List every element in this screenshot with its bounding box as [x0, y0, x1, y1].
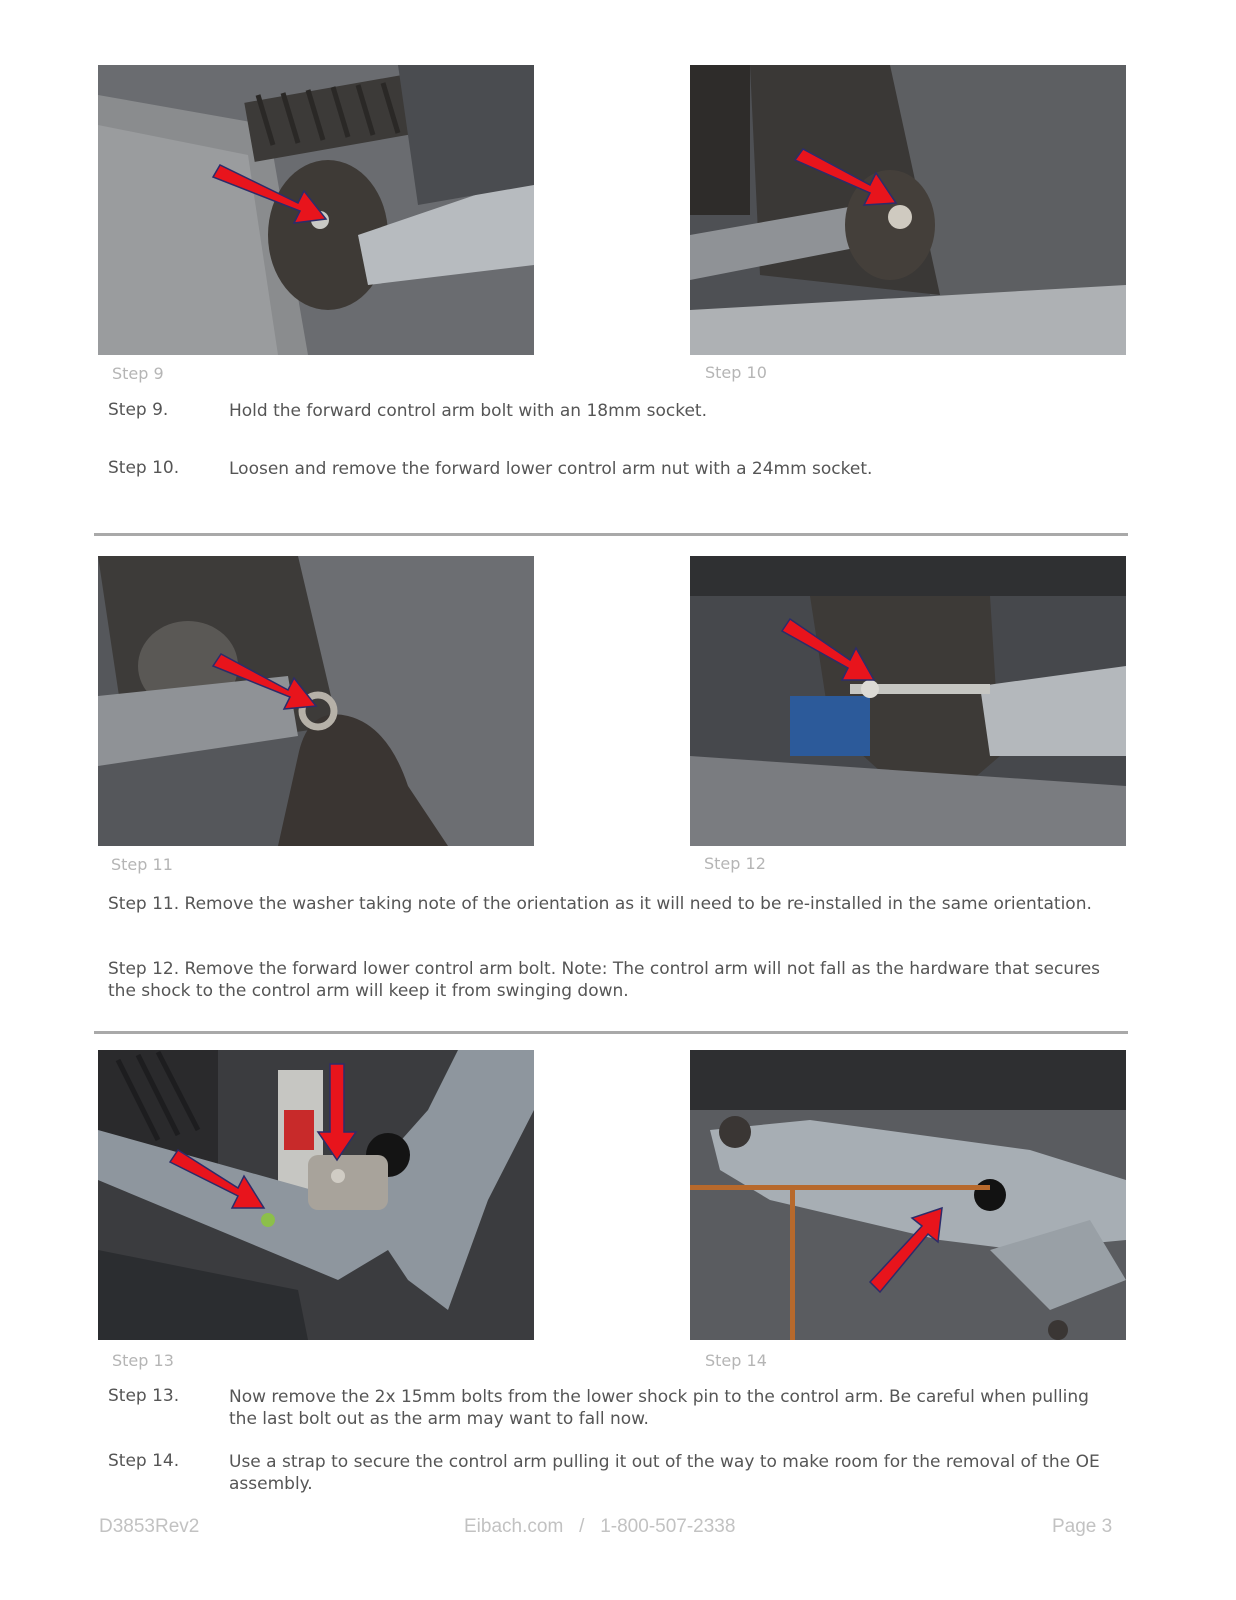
step-10-photo — [690, 65, 1126, 355]
step-9-photo — [98, 65, 534, 355]
step-13-photo — [98, 1050, 534, 1340]
step-9-caption: Step 9 — [112, 364, 164, 383]
step-12-photo — [690, 556, 1126, 846]
step-9-text: Hold the forward control arm bolt with an 18mm socket. — [229, 401, 707, 421]
step-10-label: Step 10. — [108, 458, 180, 478]
step-9-label: Step 9. — [108, 400, 169, 420]
step-11-caption: Step 11 — [111, 855, 173, 874]
step-14-photo — [690, 1050, 1126, 1340]
step-13-label: Step 13. — [108, 1386, 180, 1406]
step-10-text: Loosen and remove the forward lower control arm nut with a 24mm socket. — [229, 459, 873, 479]
step-14-text: Use a strap to secure the control arm pulling it out of the way to make room for the removal of the OE assembly. — [229, 1452, 1100, 1494]
step-13-text: Now remove the 2x 15mm bolts from the lower shock pin to the control arm. Be careful when pulling the last bolt out as the arm may want to fall now. — [229, 1387, 1089, 1429]
step-11-photo — [98, 556, 534, 846]
section-divider — [94, 1031, 1128, 1034]
step-10-caption: Step 10 — [705, 363, 767, 382]
step-13-caption: Step 13 — [112, 1351, 174, 1370]
footer-doc-id: D3853Rev2 — [99, 1516, 200, 1537]
footer-contact: Eibach.com / 1-800-507-2338 — [464, 1516, 736, 1537]
footer-page-number: Page 3 — [1052, 1516, 1113, 1537]
step-12-caption: Step 12 — [704, 854, 766, 873]
section-divider — [94, 533, 1128, 536]
step-11-text: Step 11. Remove the washer taking note of the orientation as it will need to be re-installed in the same orientation. — [108, 894, 1092, 914]
step-12-text: Step 12. Remove the forward lower control arm bolt. Note: The control arm will not fall as the hardware that secures the shock to the control arm will keep it from swinging down. — [108, 959, 1101, 1001]
step-14-label: Step 14. — [108, 1451, 180, 1471]
step-14-caption: Step 14 — [705, 1351, 767, 1370]
